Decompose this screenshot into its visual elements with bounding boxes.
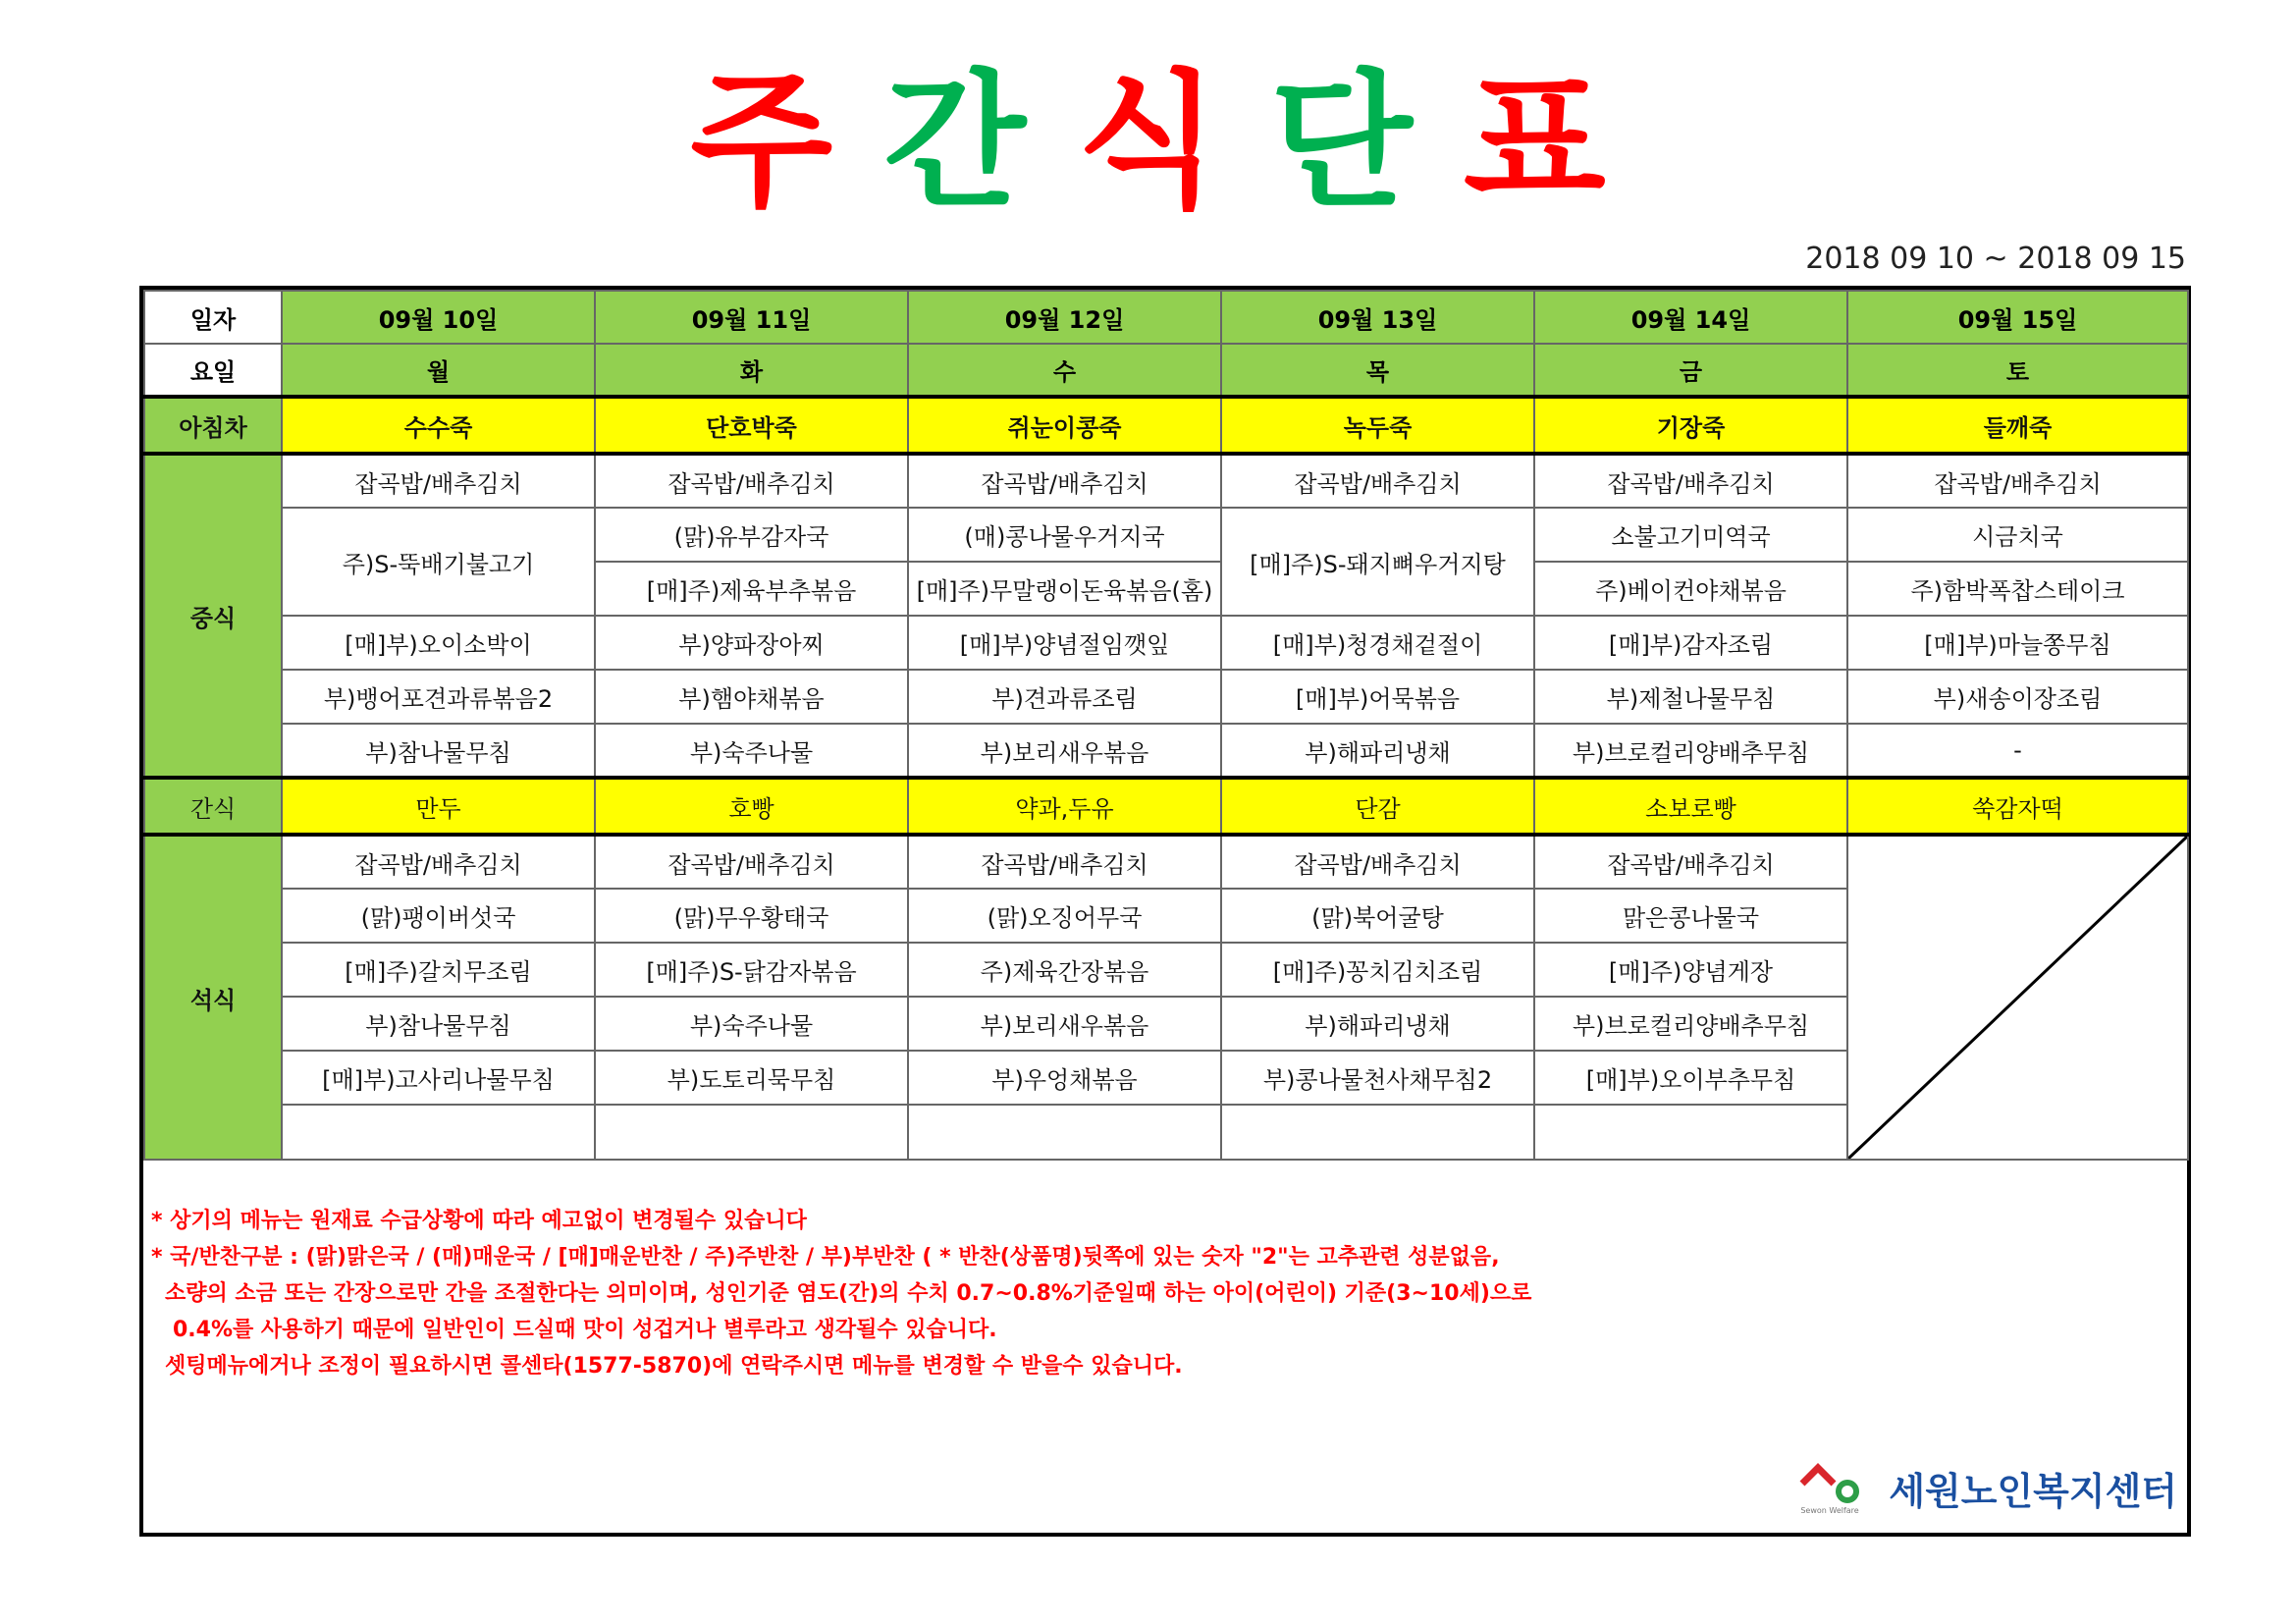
lunch-cell: 주)S-뚝배기불고기 — [282, 508, 595, 616]
snack-cell: 약과,두유 — [908, 778, 1221, 835]
breakfast-cell: 기장죽 — [1534, 397, 1847, 454]
lunch-cell: 잡곡밥/배추김치 — [1221, 454, 1534, 508]
weekday-cell: 수 — [908, 344, 1221, 397]
dinner-cell: 맑은콩나물국 — [1534, 889, 1847, 943]
dinner-cell: 부)우엉채볶음 — [908, 1051, 1221, 1105]
dinner-cell: 부)참나물무침 — [282, 997, 595, 1051]
logo-mark-text: Sewon Welfare — [1800, 1506, 1859, 1515]
title-char-1: 주 — [690, 57, 833, 228]
dinner-cell: [매]주)양념게장 — [1534, 943, 1847, 997]
weekday-cell: 금 — [1534, 344, 1847, 397]
lunch-cell: [매]주)제육부추볶음 — [595, 562, 908, 616]
dinner-cell: 잡곡밥/배추김치 — [595, 835, 908, 889]
lunch-cell: 부)해파리냉채 — [1221, 724, 1534, 778]
lunch-cell: 잡곡밥/배추김치 — [282, 454, 595, 508]
label-date: 일자 — [144, 291, 282, 344]
dinner-cell: 부)콩나물천사채무침2 — [1221, 1051, 1534, 1105]
dinner-empty-cell — [1221, 1105, 1534, 1160]
snack-cell: 만두 — [282, 778, 595, 835]
dinner-empty-cell — [282, 1105, 595, 1160]
date-cell: 09월 12일 — [908, 291, 1221, 344]
notice-line-4: 0.4%를 사용하기 때문에 일반인이 드실때 맛이 성겁거나 별루라고 생각될수 있습니다. — [173, 1318, 997, 1342]
breakfast-cell: 단호박죽 — [595, 397, 908, 454]
saturday-dinner-none — [1847, 835, 2188, 1160]
dinner-empty-cell — [595, 1105, 908, 1160]
weekday-cell: 월 — [282, 344, 595, 397]
date-cell: 09월 10일 — [282, 291, 595, 344]
lunch-cell: 잡곡밥/배추김치 — [595, 454, 908, 508]
snack-cell: 쑥감자떡 — [1847, 778, 2188, 835]
lunch-cell: 주)베이컨야채볶음 — [1534, 562, 1847, 616]
date-range: 2018 09 10 ~ 2018 09 15 — [1805, 242, 2186, 276]
lunch-cell: 부)뱅어포견과류볶음2 — [282, 670, 595, 724]
dinner-cell: 부)보리새우볶음 — [908, 997, 1221, 1051]
lunch-cell: 부)햄야채볶음 — [595, 670, 908, 724]
label-snack: 간식 — [144, 778, 282, 835]
lunch-cell: [매]주)S-돼지뼈우거지탕 — [1221, 508, 1534, 616]
dinner-cell: (맑)팽이버섯국 — [282, 889, 595, 943]
lunch-cell: (매)콩나물우거지국 — [908, 508, 1221, 562]
label-weekday: 요일 — [144, 344, 282, 397]
label-lunch: 중식 — [144, 454, 282, 778]
lunch-cell: 부)새송이장조림 — [1847, 670, 2188, 724]
lunch-cell: [매]부)양념절임깻잎 — [908, 616, 1221, 670]
dinner-cell: (맑)무우황태국 — [595, 889, 908, 943]
breakfast-cell: 쥐눈이콩죽 — [908, 397, 1221, 454]
weekday-cell: 화 — [595, 344, 908, 397]
dinner-cell: 부)숙주나물 — [595, 997, 908, 1051]
lunch-cell: 부)참나물무침 — [282, 724, 595, 778]
lunch-row — [144, 508, 2188, 562]
notice-line-2: * 국/반찬구분 : (맑)맑은국 / (매)매운국 / [매]매운반찬 / 주)주반찬 / 부)부반찬 ( * 반찬(상품명)뒷쪽에 있는 숫자 "2"는 고추관련 성분없음, — [151, 1245, 1500, 1270]
breakfast-cell: 녹두죽 — [1221, 397, 1534, 454]
dinner-cell: [매]주)갈치무조림 — [282, 943, 595, 997]
lunch-cell: 부)브로컬리양배추무침 — [1534, 724, 1847, 778]
snack-cell: 호빵 — [595, 778, 908, 835]
dinner-cell: 잡곡밥/배추김치 — [908, 835, 1221, 889]
lunch-cell: - — [1847, 724, 2188, 778]
lunch-cell: [매]부)어묵볶음 — [1221, 670, 1534, 724]
lunch-cell: 부)견과류조림 — [908, 670, 1221, 724]
title-char-2: 간 — [883, 57, 1027, 228]
dinner-cell: [매]부)오이부추무침 — [1534, 1051, 1847, 1105]
dinner-cell: [매]주)꽁치김치조림 — [1221, 943, 1534, 997]
lunch-cell: 시금치국 — [1847, 508, 2188, 562]
dinner-empty-cell — [1534, 1105, 1847, 1160]
title-char-4: 단 — [1269, 57, 1413, 228]
lunch-cell: 부)제철나물무침 — [1534, 670, 1847, 724]
notice-text — [151, 1203, 2173, 1384]
org-name: 세원노인복지센터 — [1889, 1469, 2177, 1513]
label-breakfast: 아침차 — [144, 397, 282, 454]
title-char-5: 표 — [1463, 57, 1606, 228]
dinner-cell: 부)도토리묵무침 — [595, 1051, 908, 1105]
lunch-cell: 부)양파장아찌 — [595, 616, 908, 670]
lunch-cell: 부)숙주나물 — [595, 724, 908, 778]
dinner-cell: 잡곡밥/배추김치 — [1221, 835, 1534, 889]
lunch-cell: [매]부)청경채겉절이 — [1221, 616, 1534, 670]
dinner-cell: (맑)오징어무국 — [908, 889, 1221, 943]
weekday-cell: 토 — [1847, 344, 2188, 397]
snack-cell: 단감 — [1221, 778, 1534, 835]
dinner-cell: (맑)북어굴탕 — [1221, 889, 1534, 943]
dinner-cell: [매]주)S-닭감자볶음 — [595, 943, 908, 997]
dinner-cell: 주)제육간장볶음 — [908, 943, 1221, 997]
lunch-row — [144, 724, 2188, 778]
lunch-cell: 소불고기미역국 — [1534, 508, 1847, 562]
notice-line-5: 셋팅메뉴에거나 조정이 필요하시면 콜센타(1577-5870)에 연락주시면 메뉴를 변경할 수 받을수 있습니다. — [165, 1354, 1183, 1379]
lunch-row — [144, 670, 2188, 724]
lunch-cell: [매]주)무말랭이돈육볶음(홈) — [908, 562, 1221, 616]
diagonal-line-icon — [1848, 837, 2187, 1159]
title-char-3: 식 — [1077, 57, 1219, 228]
date-row — [144, 291, 2188, 344]
notice-line-3: 소량의 소금 또는 간장으로만 간을 조절한다는 의미이며, 성인기준 염도(간)의 수치 0.7~0.8%기준일때 하는 아이(어린이) 기준(3~10세)으로 — [165, 1281, 1532, 1306]
weekday-cell: 목 — [1221, 344, 1534, 397]
dinner-cell: [매]부)고사리나물무침 — [282, 1051, 595, 1105]
dinner-cell: 잡곡밥/배추김치 — [282, 835, 595, 889]
date-cell: 09월 11일 — [595, 291, 908, 344]
dinner-empty-cell — [908, 1105, 1221, 1160]
lunch-cell: [매]부)감자조림 — [1534, 616, 1847, 670]
weekday-row — [144, 344, 2188, 397]
page-title — [0, 57, 2296, 228]
date-cell: 09월 14일 — [1534, 291, 1847, 344]
lunch-cell: (맑)유부감자국 — [595, 508, 908, 562]
dinner-row — [144, 835, 2188, 889]
lunch-cell: [매]부)오이소박이 — [282, 616, 595, 670]
dinner-cell: 부)브로컬리양배추무침 — [1534, 997, 1847, 1051]
lunch-cell: [매]부)마늘쫑무침 — [1847, 616, 2188, 670]
lunch-row — [144, 454, 2188, 508]
weekly-menu-table — [143, 290, 2189, 1161]
breakfast-row — [144, 397, 2188, 454]
dinner-cell: 잡곡밥/배추김치 — [1534, 835, 1847, 889]
date-cell: 09월 15일 — [1847, 291, 2188, 344]
label-dinner: 석식 — [144, 835, 282, 1160]
lunch-cell: 잡곡밥/배추김치 — [908, 454, 1221, 508]
lunch-cell: 주)함박폭찹스테이크 — [1847, 562, 2188, 616]
house-logo-icon — [1798, 1462, 1861, 1513]
breakfast-cell: 들깨죽 — [1847, 397, 2188, 454]
notice-line-1: * 상기의 메뉴는 원재료 수급상황에 따라 예고없이 변경될수 있습니다 — [151, 1209, 807, 1233]
snack-row — [144, 778, 2188, 835]
snack-cell: 소보로빵 — [1534, 778, 1847, 835]
breakfast-cell: 수수죽 — [282, 397, 595, 454]
lunch-cell: 잡곡밥/배추김치 — [1847, 454, 2188, 508]
org-logo — [1798, 1458, 2177, 1517]
lunch-cell: 부)보리새우볶음 — [908, 724, 1221, 778]
menu-sheet — [139, 286, 2191, 1537]
date-cell: 09월 13일 — [1221, 291, 1534, 344]
dinner-cell: 부)해파리냉채 — [1221, 997, 1534, 1051]
lunch-row — [144, 616, 2188, 670]
lunch-cell: 잡곡밥/배추김치 — [1534, 454, 1847, 508]
